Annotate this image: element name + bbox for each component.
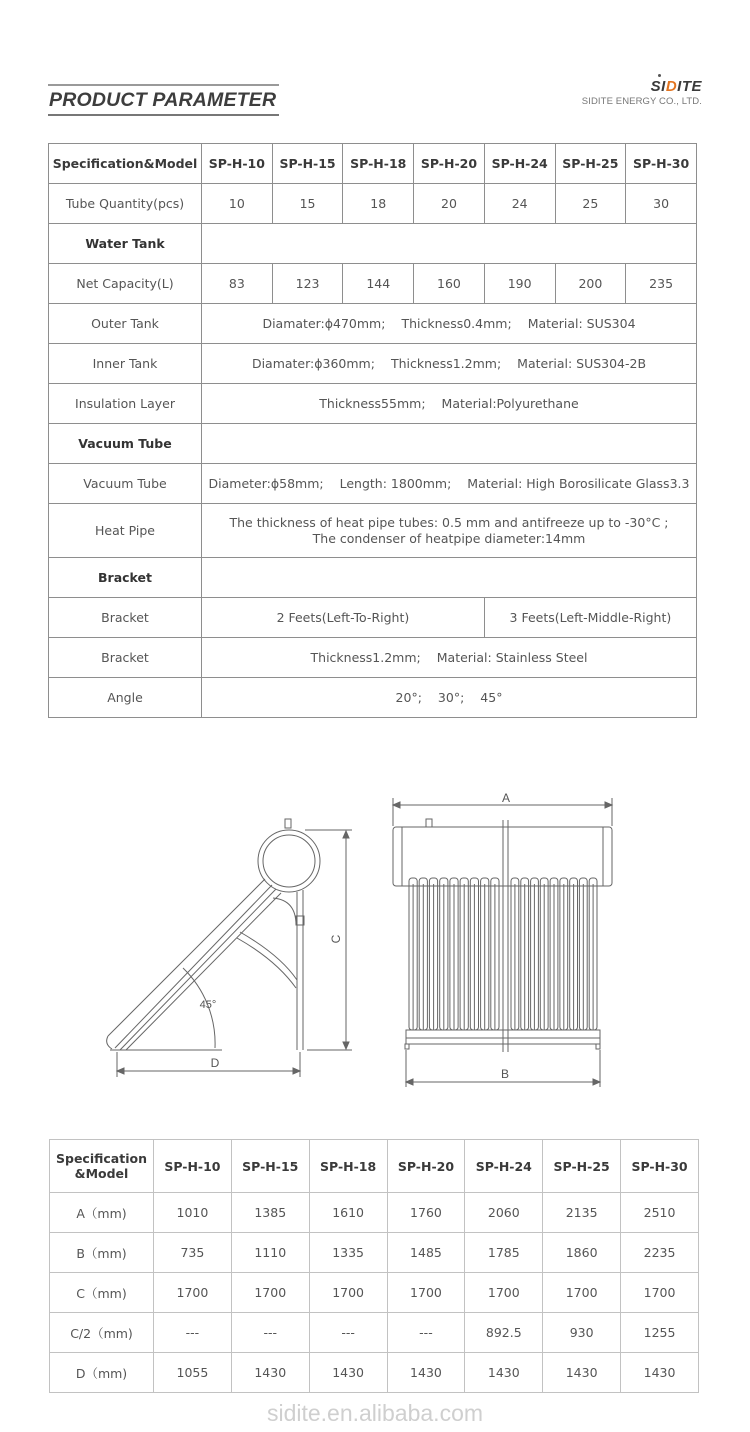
row-label: Bracket bbox=[49, 638, 202, 678]
section-label: Water Tank bbox=[49, 224, 202, 264]
header-label bbox=[50, 1140, 154, 1193]
table-row-tube-quantity bbox=[49, 184, 697, 224]
front-frame bbox=[405, 820, 600, 1052]
value-cell: 1385 bbox=[231, 1193, 309, 1233]
value-part: Length: 1800mm; bbox=[339, 476, 452, 491]
company-name: SIDITE ENERGY CO., LTD. bbox=[581, 96, 702, 107]
value-cell: 1700 bbox=[387, 1273, 465, 1313]
page-title: PRODUCT PARAMETER bbox=[49, 89, 277, 111]
value-part: Material: SUS304 bbox=[527, 316, 636, 331]
model-cell: SP-H-10 bbox=[154, 1140, 232, 1193]
value-cell: 1430 bbox=[621, 1353, 699, 1393]
value-part: Material:Polyurethane bbox=[441, 396, 579, 411]
row-label: Vacuum Tube bbox=[49, 464, 202, 504]
page-title-block bbox=[48, 84, 279, 116]
table-row-heat-pipe bbox=[49, 504, 697, 558]
value-cell: 83 bbox=[202, 264, 273, 304]
value-part: 20°; bbox=[395, 690, 422, 705]
value-cell: 1700 bbox=[231, 1273, 309, 1313]
model-cell: SP-H-25 bbox=[555, 144, 626, 184]
row-label: Angle bbox=[49, 678, 202, 718]
value-cell: 1785 bbox=[465, 1233, 543, 1273]
dimension-b bbox=[406, 1050, 600, 1087]
side-view bbox=[107, 819, 352, 1077]
logo-accent: D bbox=[665, 78, 678, 95]
table-row-vacuum-tube bbox=[49, 464, 697, 504]
value-part: 30°; bbox=[437, 690, 465, 705]
value-cell: 1335 bbox=[309, 1233, 387, 1273]
value-cell: 2135 bbox=[543, 1193, 621, 1233]
dimension-c-label: C bbox=[329, 934, 343, 944]
value-part: 45° bbox=[480, 690, 503, 705]
logo-wordmark bbox=[651, 78, 702, 95]
value-cell: 1110 bbox=[231, 1233, 309, 1273]
row-label: A（mm) bbox=[50, 1193, 154, 1233]
dimension-row-c bbox=[50, 1273, 699, 1313]
dimension-header-row bbox=[50, 1140, 699, 1193]
value-cell: 2060 bbox=[465, 1193, 543, 1233]
table-row-net-capacity bbox=[49, 264, 697, 304]
front-view bbox=[393, 791, 612, 1087]
dimension-c bbox=[305, 830, 352, 1050]
value-cell: 1760 bbox=[387, 1193, 465, 1233]
value-part: Thickness1.2mm; bbox=[310, 650, 421, 665]
value-part: Thickness0.4mm; bbox=[401, 316, 512, 331]
value-cell: 2 Feets(Left-To-Right) bbox=[202, 598, 485, 638]
value-cell: 190 bbox=[484, 264, 555, 304]
logo-dot-icon bbox=[658, 74, 661, 77]
product-parameter-table bbox=[48, 143, 697, 718]
row-label: Heat Pipe bbox=[49, 504, 202, 558]
value-part: Thickness55mm; bbox=[319, 396, 426, 411]
value-cell: 15 bbox=[272, 184, 343, 224]
value-cell: 930 bbox=[543, 1313, 621, 1353]
dimension-table bbox=[49, 1139, 699, 1393]
value-part: Diameter:ϕ58mm; bbox=[208, 476, 324, 491]
value-cell: 2510 bbox=[621, 1193, 699, 1233]
value-cell: 1055 bbox=[154, 1353, 232, 1393]
value-cell: 735 bbox=[154, 1233, 232, 1273]
value-cell: 892.5 bbox=[465, 1313, 543, 1353]
row-label: Tube Quantity(pcs) bbox=[49, 184, 202, 224]
row-label: D（mm) bbox=[50, 1353, 154, 1393]
value-cell bbox=[202, 638, 697, 678]
value-cell: --- bbox=[231, 1313, 309, 1353]
value-cell: 123 bbox=[272, 264, 343, 304]
value-line: The condenser of heatpipe diameter:14mm bbox=[312, 530, 586, 546]
value-cell: 144 bbox=[343, 264, 414, 304]
table-section-water-tank bbox=[49, 224, 697, 264]
value-cell: 1430 bbox=[387, 1353, 465, 1393]
table-section-vacuum-tube bbox=[49, 424, 697, 464]
technical-drawing bbox=[0, 780, 750, 1100]
value-cell: 160 bbox=[414, 264, 485, 304]
value-cell: 20 bbox=[414, 184, 485, 224]
model-cell: SP-H-20 bbox=[387, 1140, 465, 1193]
value-cell bbox=[202, 504, 697, 558]
value-cell bbox=[202, 384, 697, 424]
side-support-legs bbox=[237, 890, 304, 1050]
value-part: Diamater:ϕ360mm; bbox=[251, 356, 375, 371]
table-row-bracket-feet bbox=[49, 598, 697, 638]
value-cell: 1485 bbox=[387, 1233, 465, 1273]
header-label: Specification&Model bbox=[49, 144, 202, 184]
value-cell: 3 Feets(Left-Middle-Right) bbox=[484, 598, 696, 638]
row-label: Inner Tank bbox=[49, 344, 202, 384]
logo-suffix: ITE bbox=[677, 78, 702, 95]
model-cell: SP-H-15 bbox=[231, 1140, 309, 1193]
value-cell bbox=[202, 678, 697, 718]
table-row-insulation bbox=[49, 384, 697, 424]
angle-label: 45° bbox=[199, 999, 217, 1011]
value-cell: 1430 bbox=[309, 1353, 387, 1393]
model-cell: SP-H-10 bbox=[202, 144, 273, 184]
dimension-row-b bbox=[50, 1233, 699, 1273]
value-cell: 1700 bbox=[465, 1273, 543, 1313]
value-cell: 1010 bbox=[154, 1193, 232, 1233]
value-cell: 1430 bbox=[465, 1353, 543, 1393]
side-collector-tube bbox=[107, 879, 281, 1050]
value-cell: 25 bbox=[555, 184, 626, 224]
value-cell: 1255 bbox=[621, 1313, 699, 1353]
value-cell: 30 bbox=[626, 184, 697, 224]
empty-cell bbox=[202, 558, 697, 598]
empty-cell bbox=[202, 424, 697, 464]
value-part: Material: SUS304-2B bbox=[517, 356, 647, 371]
logo-prefix: SI bbox=[650, 78, 666, 95]
model-cell: SP-H-15 bbox=[272, 144, 343, 184]
value-cell bbox=[202, 464, 697, 504]
model-cell: SP-H-18 bbox=[309, 1140, 387, 1193]
dimension-row-c-half bbox=[50, 1313, 699, 1353]
row-label: C/2（mm) bbox=[50, 1313, 154, 1353]
value-cell: 1860 bbox=[543, 1233, 621, 1273]
value-cell: 10 bbox=[202, 184, 273, 224]
table-row-inner-tank bbox=[49, 344, 697, 384]
value-cell: --- bbox=[387, 1313, 465, 1353]
dimension-d bbox=[117, 1052, 300, 1077]
model-cell: SP-H-25 bbox=[543, 1140, 621, 1193]
value-cell: 1700 bbox=[621, 1273, 699, 1313]
value-cell bbox=[202, 344, 697, 384]
value-part: Material: Stainless Steel bbox=[436, 650, 588, 665]
value-cell: 1610 bbox=[309, 1193, 387, 1233]
header-label-line: &Model bbox=[74, 1166, 129, 1181]
dimension-d-label: D bbox=[210, 1056, 220, 1070]
row-label: Bracket bbox=[49, 598, 202, 638]
value-cell: 235 bbox=[626, 264, 697, 304]
table-row-bracket-material bbox=[49, 638, 697, 678]
row-label: Net Capacity(L) bbox=[49, 264, 202, 304]
dimension-row-d bbox=[50, 1353, 699, 1393]
model-cell: SP-H-18 bbox=[343, 144, 414, 184]
watermark: sidite.en.alibaba.com bbox=[266, 1400, 484, 1426]
value-part: Thickness1.2mm; bbox=[390, 356, 502, 371]
company-logo bbox=[582, 76, 702, 107]
value-cell bbox=[202, 304, 697, 344]
row-label: B（mm) bbox=[50, 1233, 154, 1273]
dimension-a-label: A bbox=[501, 791, 511, 805]
value-cell: --- bbox=[154, 1313, 232, 1353]
value-cell: --- bbox=[309, 1313, 387, 1353]
value-cell: 200 bbox=[555, 264, 626, 304]
header-label-line: Specification bbox=[56, 1151, 147, 1166]
table-row-outer-tank bbox=[49, 304, 697, 344]
value-part: Material: High Borosilicate Glass3.3 bbox=[467, 476, 690, 491]
value-cell: 1700 bbox=[543, 1273, 621, 1313]
value-cell: 1700 bbox=[309, 1273, 387, 1313]
table-section-bracket bbox=[49, 558, 697, 598]
value-cell: 18 bbox=[343, 184, 414, 224]
drawing-svg bbox=[0, 780, 750, 1100]
table-row-angle bbox=[49, 678, 697, 718]
row-label: Insulation Layer bbox=[49, 384, 202, 424]
row-label: Outer Tank bbox=[49, 304, 202, 344]
model-cell: SP-H-30 bbox=[621, 1140, 699, 1193]
value-cell: 1430 bbox=[231, 1353, 309, 1393]
table-header-row bbox=[49, 144, 697, 184]
value-cell: 24 bbox=[484, 184, 555, 224]
value-part: Diamater:ϕ470mm; bbox=[262, 316, 386, 331]
dimension-b-label: B bbox=[500, 1067, 510, 1081]
dimension-row-a bbox=[50, 1193, 699, 1233]
model-cell: SP-H-24 bbox=[465, 1140, 543, 1193]
value-cell: 1430 bbox=[543, 1353, 621, 1393]
row-label: C（mm) bbox=[50, 1273, 154, 1313]
section-label: Bracket bbox=[49, 558, 202, 598]
value-cell: 1700 bbox=[154, 1273, 232, 1313]
section-label: Vacuum Tube bbox=[49, 424, 202, 464]
model-cell: SP-H-30 bbox=[626, 144, 697, 184]
value-cell: 2235 bbox=[621, 1233, 699, 1273]
title-rule-bottom bbox=[48, 114, 279, 116]
empty-cell bbox=[202, 224, 697, 264]
value-line: The thickness of heat pipe tubes: 0.5 mm and antifreeze up to -30°C ; bbox=[229, 514, 669, 530]
model-cell: SP-H-24 bbox=[484, 144, 555, 184]
model-cell: SP-H-20 bbox=[414, 144, 485, 184]
